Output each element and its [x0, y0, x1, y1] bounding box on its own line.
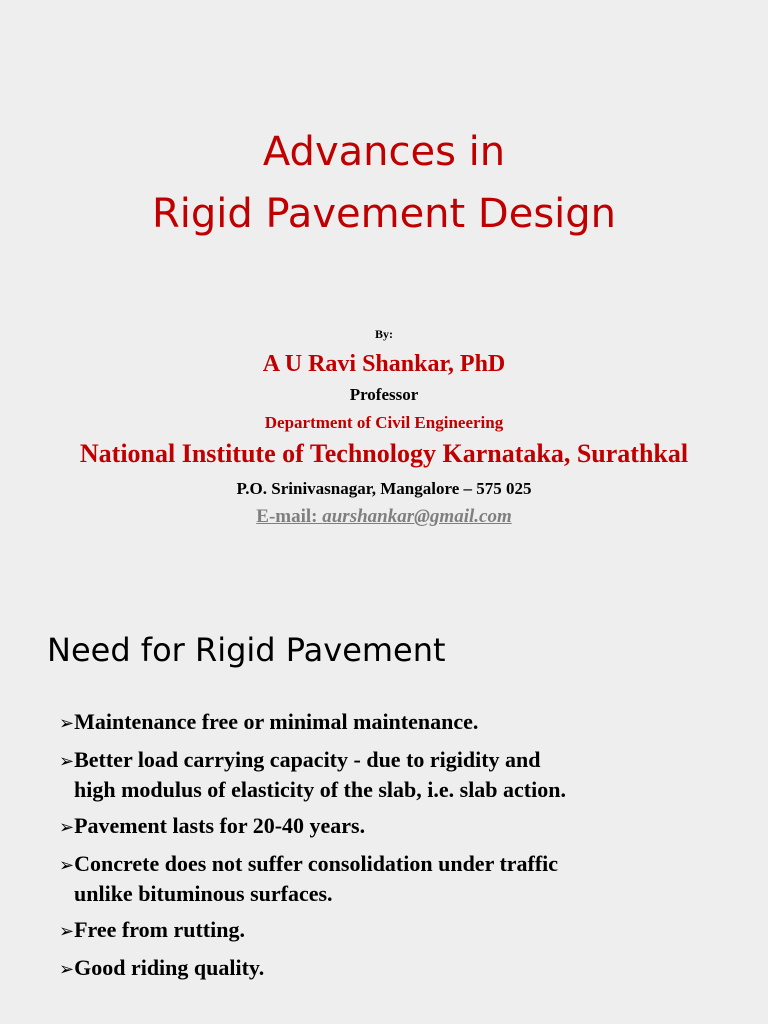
bullet-text: Good riding quality. [74, 955, 265, 980]
bullet-text: Better load carrying capacity - due to rigidity and high modulus of elasticity of the slab, i.e. slab action. [74, 747, 566, 802]
bullet-text: Maintenance free or minimal maintenance. [74, 709, 479, 734]
by-label: By: [375, 327, 393, 341]
email-label: E-mail: [256, 506, 318, 527]
postal-address: P.O. Srinivasnagar, Mangalore – 575 025 [236, 479, 532, 498]
presentation-title-line-1: Advances in [262, 129, 506, 175]
author-designation: Professor [349, 385, 419, 404]
arrow-bullet-icon: ➢ [59, 855, 75, 876]
slide-heading: Need for Rigid Pavement [47, 631, 446, 669]
arrow-bullet-icon: ➢ [59, 751, 75, 772]
email-address: aurshankar@gmail.com [322, 506, 512, 527]
bullet-text: Free from rutting. [74, 917, 245, 942]
arrow-bullet-icon: ➢ [59, 959, 75, 980]
bullet-text: Concrete does not suffer consolidation under traffic unlike bituminous surfaces. [74, 851, 559, 906]
content-slide [0, 576, 768, 1024]
bullet-item [59, 850, 739, 908]
arrow-bullet-icon: ➢ [59, 713, 75, 734]
arrow-bullet-icon: ➢ [59, 921, 75, 942]
bullet-item [59, 746, 739, 804]
arrow-bullet-icon: ➢ [59, 817, 75, 838]
department-name: Department of Civil Engineering [264, 413, 504, 432]
institution-name: National Institute of Technology Karnataka, Surathkal [79, 439, 689, 468]
bullet-list [59, 708, 739, 992]
author-name: A U Ravi Shankar, PhD [262, 351, 506, 377]
bullet-text: Pavement lasts for 20-40 years. [74, 813, 366, 838]
presentation-title-line-2: Rigid Pavement Design [151, 191, 617, 237]
bullet-item [59, 708, 739, 738]
bullet-item [59, 916, 739, 946]
bullet-item [59, 812, 739, 842]
email-link[interactable] [0, 507, 768, 526]
bullet-item [59, 954, 739, 984]
